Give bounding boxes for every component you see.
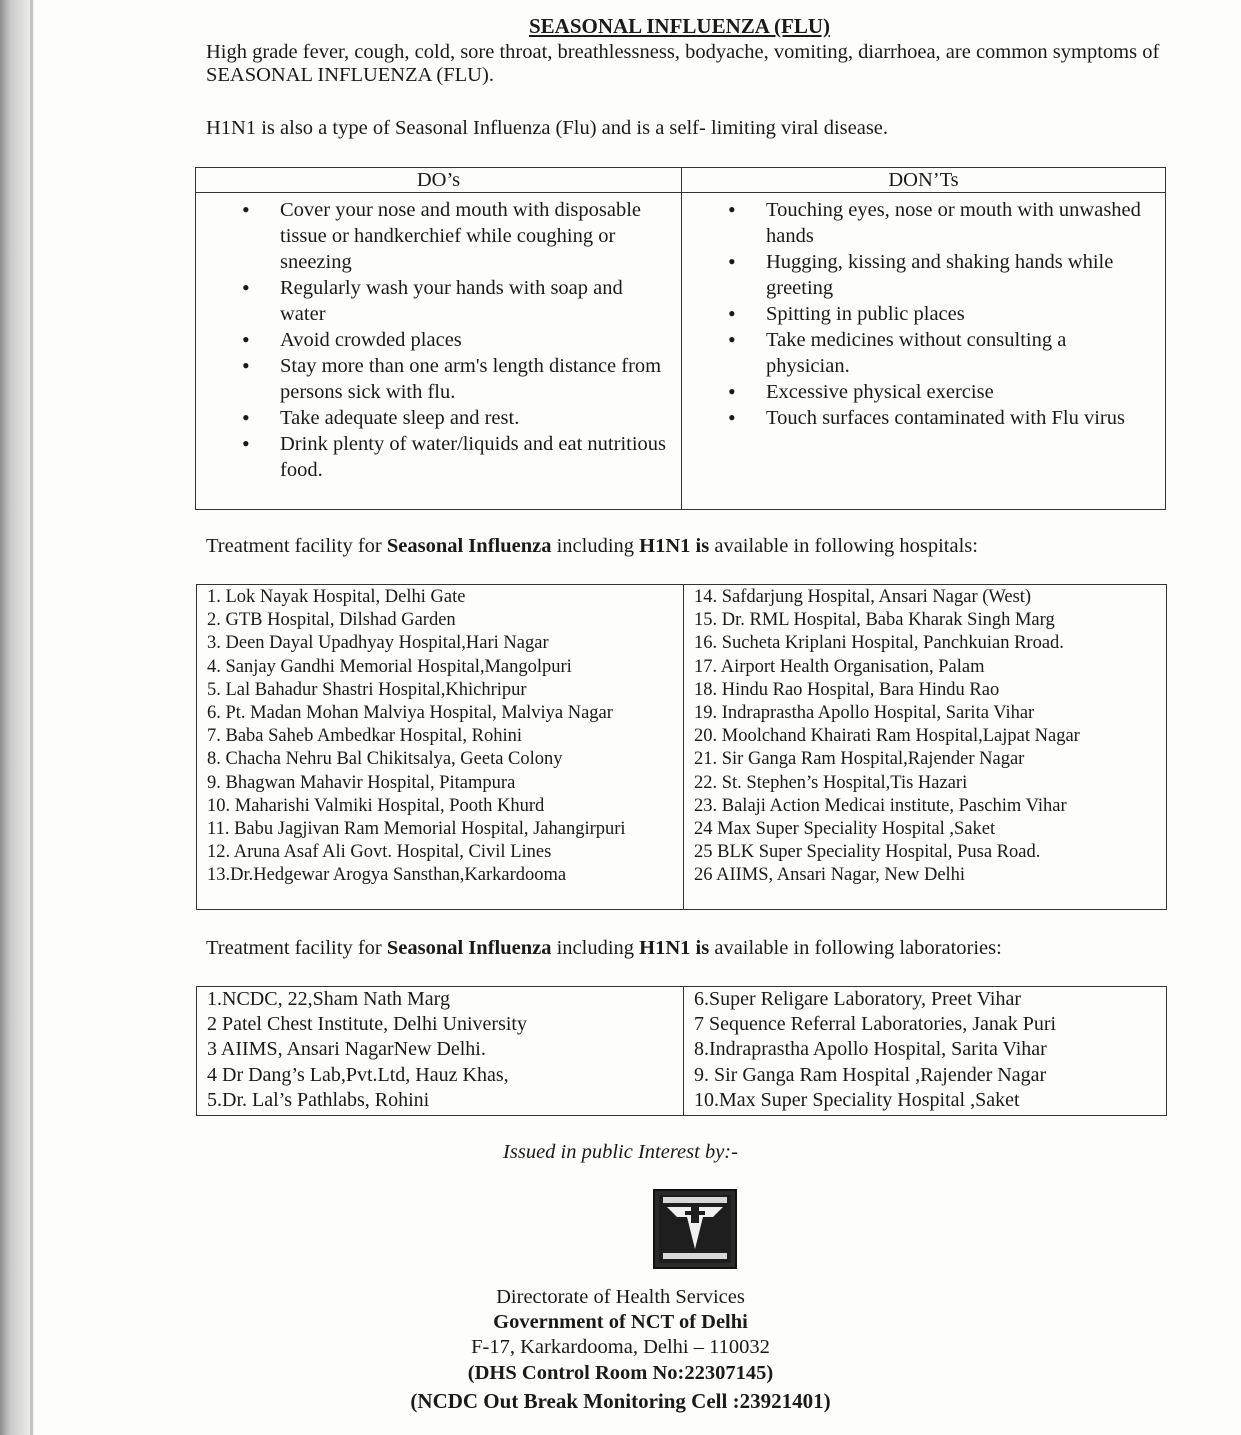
dont-item: • Spitting in public places — [682, 301, 1165, 327]
hospital-item: 23. Balaji Action Medicai institute, Paschim Vihar — [694, 795, 1067, 816]
hospital-item: 12. Aruna Asaf Ali Govt. Hospital, Civil Lines — [207, 842, 552, 863]
footer-ncdc: (NCDC Out Break Monitoring Cell :23921401) — [410, 1389, 831, 1413]
hospital-item: 8. Chacha Nehru Bal Chikitsalya, Geeta Colony — [207, 749, 563, 770]
lab-item: 2 Patel Chest Institute, Delhi University — [207, 1013, 527, 1036]
labs-right-column — [684, 987, 1166, 1115]
scan-edge-shadow — [0, 0, 34, 1435]
hospital-item: 24 Max Super Speciality Hospital ,Saket — [694, 819, 996, 840]
hospital-item: 13.Dr.Hedgewar Arogya Sansthan,Karkardooma — [207, 865, 567, 886]
hospital-item: 16. Sucheta Kriplani Hospital, Panchkuian Rroad. — [694, 633, 1064, 654]
do-item: • Avoid crowded places — [196, 327, 681, 353]
hospital-item: 7. Baba Saheb Ambedkar Hospital, Rohini — [207, 726, 522, 747]
do-item: • Take adequate sleep and rest. — [196, 405, 681, 431]
hospital-item: 6. Pt. Madan Mohan Malviya Hospital, Malviya Nagar — [207, 703, 613, 724]
hospital-item: 20. Moolchand Khairati Ram Hospital,Lajpat Nagar — [694, 726, 1080, 747]
hospital-item: 2. GTB Hospital, Dilshad Garden — [207, 610, 456, 631]
lab-item: 5.Dr. Lal’s Pathlabs, Rohini — [207, 1088, 430, 1111]
dont-item: • Take medicines without consulting a physician. — [682, 327, 1165, 379]
do-item: • Stay more than one arm's length distance from persons sick with flu. — [196, 353, 681, 405]
lab-item: 9. Sir Ganga Ram Hospital ,Rajender Nagar — [694, 1063, 1047, 1086]
hospital-item: 4. Sanjay Gandhi Memorial Hospital,Mangolpuri — [207, 656, 572, 677]
hospitals-right-column — [684, 585, 1166, 909]
dos-donts-table — [195, 167, 1166, 510]
hospital-item: 19. Indraprastha Apollo Hospital, Sarita Vihar — [694, 703, 1035, 724]
hospital-item: 25 BLK Super Speciality Hospital, Pusa Road. — [694, 842, 1041, 863]
labs-intro: Treatment facility for Seasonal Influenza including H1N1 is available in following laboratories: — [206, 937, 1002, 959]
hospital-item: 11. Babu Jagjivan Ram Memorial Hospital, Jahangirpuri — [207, 819, 626, 840]
donts-column — [682, 168, 1165, 509]
dont-item: • Touching eyes, nose or mouth with unwashed hands — [682, 197, 1165, 249]
hospital-item: 9. Bhagwan Mahavir Hospital, Pitampura — [207, 772, 516, 793]
hospitals-intro: Treatment facility for Seasonal Influenza including H1N1 is available in following hospitals: — [206, 535, 978, 557]
labs-right-list — [684, 987, 1166, 1113]
hospital-item: 10. Maharishi Valmiki Hospital, Pooth Khurd — [207, 795, 545, 816]
dont-item: • Excessive physical exercise — [682, 379, 1165, 405]
hospital-item: 21. Sir Ganga Ram Hospital,Rajender Nagar — [694, 749, 1025, 770]
donts-list — [682, 193, 1165, 431]
lab-item: 10.Max Super Speciality Hospital ,Saket — [694, 1088, 1020, 1111]
dont-item: • Touch surfaces contaminated with Flu virus — [682, 405, 1165, 431]
footer-address: F-17, Karkardooma, Delhi – 110032 — [471, 1336, 770, 1358]
labs-left-list — [197, 987, 683, 1113]
scan-edge-line — [30, 0, 33, 1435]
intro-paragraph: High grade fever, cough, cold, sore throat, breathlessness, bodyache, vomiting, diarrhoea, are common symptoms of SEASONAL INFLUENZA (FLU). — [206, 41, 1160, 86]
donts-header: DON’Ts — [682, 168, 1165, 193]
lab-item: 4 Dr Dang’s Lab,Pvt.Ltd, Hauz Khas, — [207, 1063, 509, 1086]
hospitals-table — [196, 584, 1167, 910]
hospitals-right-list — [684, 586, 1166, 888]
page-title: SEASONAL INFLUENZA (FLU) — [528, 14, 831, 38]
hospitals-left-list — [197, 586, 683, 888]
h1n1-note: H1N1 is also a type of Seasonal Influenza (Flu) and is a self- limiting viral disease. — [206, 117, 889, 139]
hospital-item: 17. Airport Health Organisation, Palam — [694, 656, 985, 677]
lab-item: 8.Indraprastha Apollo Hospital, Sarita Vihar — [694, 1038, 1047, 1061]
dont-item: • Hugging, kissing and shaking hands while greeting — [682, 249, 1165, 301]
dhs-emblem-logo — [653, 1189, 737, 1269]
lab-item: 6.Super Religare Laboratory, Preet Vihar — [694, 988, 1022, 1010]
hospital-item: 26 AIIMS, Ansari Nagar, New Delhi — [694, 865, 966, 886]
hospital-item: 1. Lok Nayak Hospital, Delhi Gate — [207, 587, 466, 607]
labs-left-column — [197, 987, 684, 1115]
footer-govt: Government of NCT of Delhi — [493, 1311, 748, 1333]
hospital-item: 15. Dr. RML Hospital, Baba Kharak Singh Marg — [694, 610, 1055, 631]
do-item: • Drink plenty of water/liquids and eat nutritious food. — [196, 431, 681, 483]
lab-item: 1.NCDC, 22,Sham Nath Marg — [207, 988, 450, 1010]
hospitals-left-column — [197, 585, 684, 909]
hospital-item: 5. Lal Bahadur Shastri Hospital,Khichripur — [207, 679, 527, 700]
hospital-item: 3. Deen Dayal Upadhyay Hospital,Hari Nagar — [207, 633, 549, 654]
do-item: • Cover your nose and mouth with disposable tissue or handkerchief while coughing or sneezing — [196, 197, 681, 275]
lab-item: 3 AIIMS, Ansari NagarNew Delhi. — [207, 1038, 486, 1061]
hospital-item: 14. Safdarjung Hospital, Ansari Nagar (West) — [694, 587, 1032, 607]
hospital-item: 22. St. Stephen’s Hospital,Tis Hazari — [694, 772, 968, 793]
issued-by: Issued in public Interest by:- — [503, 1141, 738, 1163]
lab-item: 7 Sequence Referral Laboratories, Janak Puri — [694, 1013, 1057, 1036]
footer-control-room: (DHS Control Room No:22307145) — [467, 1362, 774, 1384]
dos-column — [196, 168, 682, 509]
dos-header: DO’s — [196, 168, 681, 193]
footer-org: Directorate of Health Services — [496, 1286, 745, 1308]
dos-list — [196, 193, 681, 483]
labs-table — [196, 986, 1167, 1116]
hospital-item: 18. Hindu Rao Hospital, Bara Hindu Rao — [694, 679, 1000, 700]
do-item: • Regularly wash your hands with soap and water — [196, 275, 681, 327]
